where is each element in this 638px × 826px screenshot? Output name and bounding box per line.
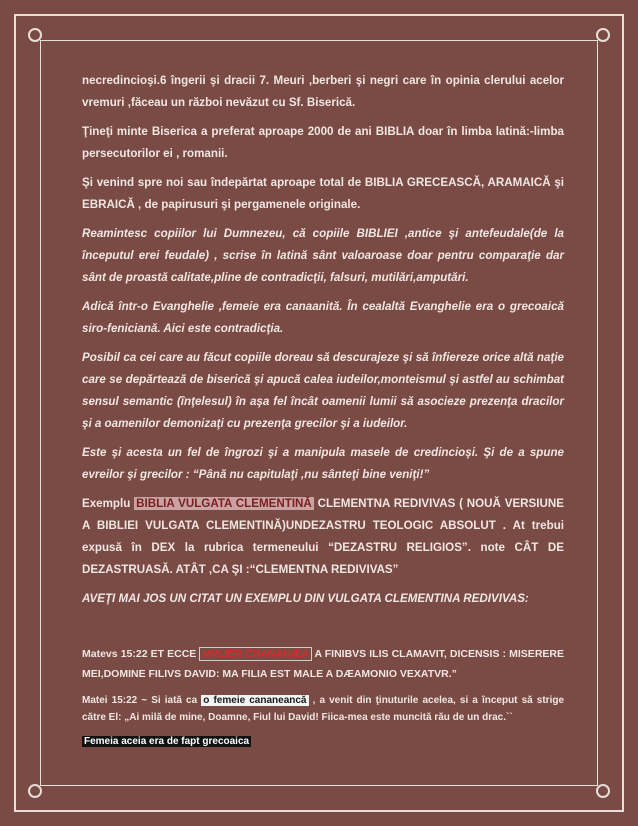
romanian-quote <box>82 692 564 726</box>
exemplu-rest: CLEMENTNA REDIVIVAS ( NOUĂ VERSIUNE A BIBLIEI VULGATA CLEMENTINĂ)UNDEZASTRU TEOLOGIC ABSOLUT . At trebui expusă în DEX la rubrica termeneului “DEZASTRU RELIGIOS”. note CÂT DE DEZASTRUASĂ. ATÂT ,CA ŞI :“CLEMENTNA REDIVIVAS” <box>82 497 564 577</box>
paragraph-aveti: AVEŢI MAI JOS UN CITAT UN EXEMPLU DIN VULGATA CLEMENTINA REDIVIVAS: <box>82 592 529 606</box>
spacer <box>82 617 564 645</box>
paragraph-4: Reamintesc copiilor lui Dumnezeu, că copiile BIBLIEI ,antice şi antefeudale(de la începutul erei feudale) , scrise în latină sânt valoaroase doar pentru comparaţie dar sânt de proastă calitate,pline de contradicţii, falsuri, mutilări,amputări. <box>82 227 564 285</box>
final-line-paragraph <box>82 733 564 750</box>
latin-after: A FINIBVS ILIS CLAMAVIT, DICENSIS : MISERERE MEI,DOMINE FILIVS DAVID: MA FILIA EST MALE A DÆAMONIO VEXATVR.” <box>82 648 564 681</box>
corner-ornament-bottom-left <box>28 784 42 798</box>
corner-ornament-bottom-right <box>596 784 610 798</box>
paragraph-6: Posibil ca cei care au făcut copiile doreau să descurajeze şi să înfiereze orice altă naţie care se depărtează de biserică şi apucă calea iudeilor,monteismul şi astfel au schimbat sensul semantic (înţelesul) în aşa fel încât oamenii lumii să asocieze prezenţa dracilor şi a oamenilor demonizaţi cu prezenţa grecilor şi a iudeilor. <box>82 351 564 431</box>
paragraph-1: necredincioşi.6 îngerii şi dracii 7. Meuri ,berberi şi negri care în opinia clerului acelor vremuri ,făceau un război nevăzut cu Sf. Biserică. <box>82 74 564 110</box>
paragraph-3: Şi venind spre noi sau îndepărtat aproape total de BIBLIA GRECEASCĂ, ARAMAICĂ şi EBRAICĂ , de papirusuri şi pergamenele originale. <box>82 176 564 212</box>
romanian-before: Matei 15:22 ~ Si iată ca <box>82 695 198 707</box>
highlight-mvlier: MVLIER CHANANÆA <box>199 647 311 661</box>
final-line: Femeia aceia era de fapt grecoaica <box>84 736 250 748</box>
romanian-after: , a venit din ţinuturile acelea, si a început să strige către El: „Ai milă de mine, Doamne, Fiul lui David! Fiica-mea este muncită rău de un drac.`` <box>82 695 565 724</box>
highlight-vulgata: BIBLIA VULGATA CLEMENTINĂ <box>136 497 312 511</box>
paragraph-2: Ţineţi minte Biserica a preferat aproape 2000 de ani BIBLIA doar în limba latină:-limba persecutorilor ei , romanii. <box>82 125 564 161</box>
paragraph-7: Este şi acesta un fel de îngrozi şi a manipula masele de credincioşi. Şi de a spune evreilor şi grecilor : “Până nu capitulaţi ,nu sânteţi bine veniţi!” <box>82 446 564 482</box>
corner-ornament-top-left <box>28 28 42 42</box>
exemplu-prefix: Exemplu <box>82 497 131 511</box>
highlight-femeie: o femeie cananeancă <box>203 695 307 707</box>
document-body <box>82 70 564 757</box>
latin-quote <box>82 645 564 685</box>
corner-ornament-top-right <box>596 28 610 42</box>
latin-before: Matevs 15:22 ET ECCE <box>82 648 197 661</box>
paragraph-5: Adică într-o Evanghelie ,femeie era canaanită. În cealaltă Evanghelie era o grecoaică siro-feniciană. Aici este contradicţia. <box>82 300 564 336</box>
paragraph-exemplu <box>82 493 564 581</box>
